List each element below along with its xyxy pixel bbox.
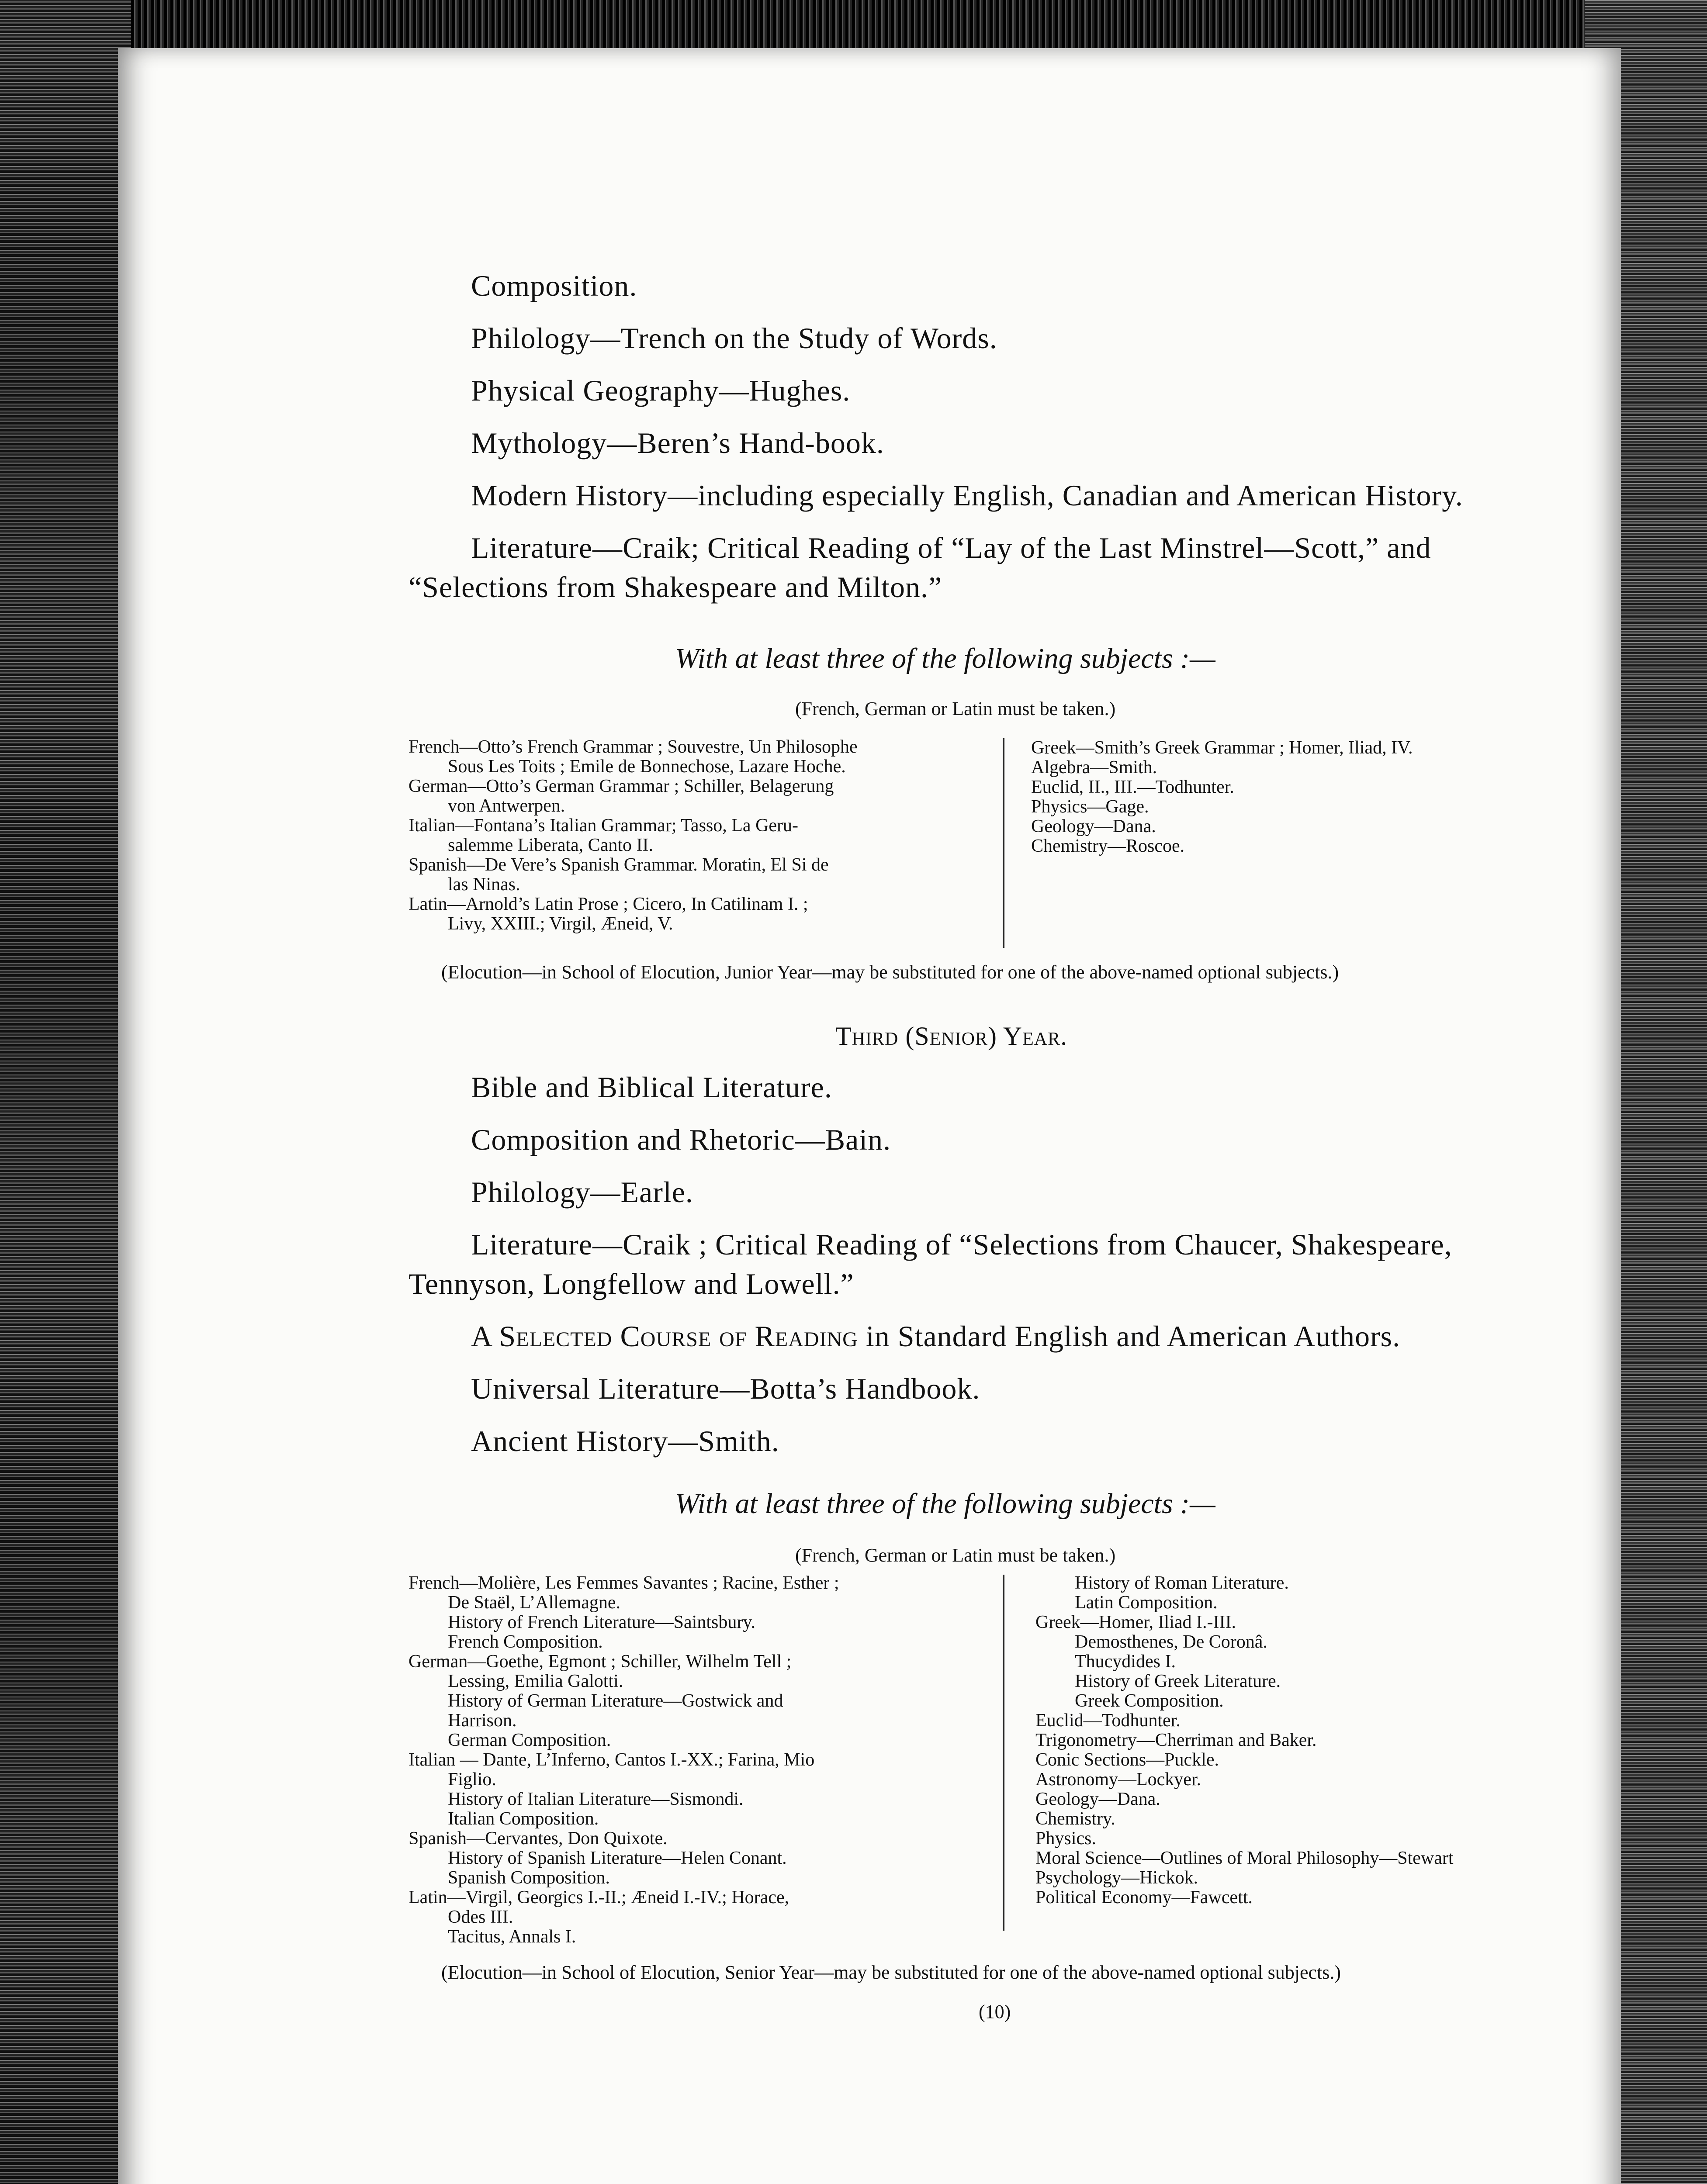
list-item: Conic Sections—Puckle.: [1035, 1750, 1219, 1770]
list-item: History of German Literature—Gostwick and: [448, 1691, 783, 1711]
subject-line: Universal Literature—Botta’s Handbook.: [471, 1372, 980, 1405]
list-item: Italian—Fontana’s Italian Grammar; Tasso, La Geru-: [409, 816, 799, 836]
page-number: (10): [979, 2001, 1011, 2022]
subject-line: Ancient History—Smith.: [471, 1424, 779, 1458]
list-item: De Staël, L’Allemagne.: [448, 1593, 621, 1613]
list-item: las Ninas.: [448, 874, 520, 895]
subject-line: Mythology—Beren’s Hand-book.: [471, 426, 884, 460]
list-item: Livy, XXIII.; Virgil, Æneid, V.: [448, 914, 673, 934]
section-heading: Third (Senior) Year.: [835, 1022, 1068, 1051]
list-item: Italian Composition.: [448, 1809, 599, 1829]
list-item: French Composition.: [448, 1632, 603, 1652]
list-item: Harrison.: [448, 1711, 517, 1731]
list-item: Geology—Dana.: [1035, 1789, 1160, 1809]
subject-line: Physical Geography—Hughes.: [471, 374, 851, 407]
junior-optional-right: [1031, 738, 1413, 856]
list-item: salemme Liberata, Canto II.: [448, 835, 653, 855]
list-item: Latin Composition.: [1075, 1593, 1218, 1613]
literature-line-cont: “Selections from Shakespeare and Milton.”: [409, 570, 942, 604]
scan-border-left: [0, 0, 131, 2184]
list-item: History of Spanish Literature—Helen Conant.: [448, 1848, 787, 1868]
optional-heading: With at least three of the following subjects :—: [675, 643, 1215, 674]
list-item: Euclid—Todhunter.: [1035, 1711, 1181, 1731]
list-item: Odes III.: [448, 1907, 513, 1927]
subject-line: Philology—Trench on the Study of Words.: [471, 321, 997, 355]
list-item: Figlio.: [448, 1769, 496, 1790]
subject-line: Modern History—including especially English, Canadian and American History.: [471, 479, 1463, 512]
column-divider: [1003, 1575, 1004, 1931]
optional-note: (French, German or Latin must be taken.): [795, 698, 1116, 719]
optional-heading: With at least three of the following subjects :—: [675, 1488, 1215, 1520]
optional-note: (French, German or Latin must be taken.): [795, 1545, 1116, 1566]
list-item: Spanish Composition.: [448, 1868, 610, 1888]
list-item: Greek—Homer, Iliad I.-III.: [1035, 1612, 1236, 1632]
list-item: Political Economy—Fawcett.: [1035, 1887, 1253, 1908]
list-item: Psychology—Hickok.: [1035, 1868, 1198, 1888]
senior-optional-left: [409, 1573, 839, 1947]
list-item: French—Otto’s French Grammar ; Souvestre, Un Philosophe: [409, 737, 858, 757]
list-item: Spanish—De Vere’s Spanish Grammar. Moratin, El Si de: [409, 855, 829, 875]
list-item: Thucydides I.: [1075, 1652, 1176, 1672]
subject-line: Bible and Biblical Literature.: [471, 1071, 832, 1104]
list-item: Moral Science—Outlines of Moral Philosophy—Stewart: [1035, 1848, 1454, 1868]
list-item: Tacitus, Annals I.: [448, 1927, 576, 1947]
list-item: Chemistry—Roscoe.: [1031, 836, 1185, 856]
list-item: Italian — Dante, L’Inferno, Cantos I.-XX.; Farina, Mio: [409, 1750, 815, 1770]
column-divider: [1003, 738, 1004, 948]
list-item: History of Italian Literature—Sismondi.: [448, 1789, 744, 1809]
list-item: Euclid, II., III.—Todhunter.: [1031, 777, 1234, 797]
subject-line: Composition and Rhetoric—Bain.: [471, 1123, 891, 1156]
subject-line: Composition.: [471, 269, 637, 302]
list-item: Physics—Gage.: [1031, 797, 1149, 817]
list-item: Sous Les Toits ; Emile de Bonnechose, Lazare Hoche.: [448, 757, 846, 777]
senior-optional-right: [1035, 1573, 1454, 1908]
list-item: Algebra—Smith.: [1031, 757, 1157, 778]
list-item: von Antwerpen.: [448, 796, 565, 816]
list-item: German Composition.: [448, 1730, 611, 1750]
literature-line: Literature—Craik ; Critical Reading of “Selections from Chaucer, Shakespeare,: [471, 1228, 1452, 1261]
list-item: History of Roman Literature.: [1075, 1573, 1289, 1593]
list-item: Physics.: [1035, 1828, 1096, 1849]
list-item: History of Greek Literature.: [1075, 1671, 1281, 1691]
reading-course-rest: in Standard English and American Authors.: [858, 1320, 1401, 1353]
list-item: Greek Composition.: [1075, 1691, 1224, 1711]
list-item: German—Goethe, Egmont ; Schiller, Wilhelm Tell ;: [409, 1652, 792, 1672]
elocution-note: (Elocution—in School of Elocution, Senior Year—may be substituted for one of the above-named optional subjects.): [441, 1962, 1341, 1983]
list-item: German—Otto’s German Grammar ; Schiller, Belagerung: [409, 776, 834, 796]
elocution-note: (Elocution—in School of Elocution, Junior Year—may be substituted for one of the above-named optional subjects.): [441, 961, 1339, 983]
literature-line-cont: Tennyson, Longfellow and Lowell.”: [409, 1267, 854, 1300]
list-item: Latin—Virgil, Georgics I.-II.; Æneid I.-IV.; Horace,: [409, 1887, 789, 1908]
list-item: Lessing, Emilia Galotti.: [448, 1671, 623, 1691]
list-item: History of French Literature—Saintsbury.: [448, 1612, 756, 1632]
reading-course-line: [471, 1319, 1400, 1354]
list-item: Chemistry.: [1035, 1809, 1115, 1829]
list-item: Greek—Smith’s Greek Grammar ; Homer, Iliad, IV.: [1031, 738, 1413, 758]
list-item: French—Molière, Les Femmes Savantes ; Racine, Esther ;: [409, 1573, 839, 1593]
junior-optional-left: [409, 737, 858, 934]
list-item: Astronomy—Lockyer.: [1035, 1769, 1201, 1790]
list-item: Spanish—Cervantes, Don Quixote.: [409, 1828, 668, 1849]
subject-line: Philology—Earle.: [471, 1175, 693, 1209]
literature-line: Literature—Craik; Critical Reading of “Lay of the Last Minstrel—Scott,” and: [471, 531, 1431, 564]
list-item: Geology—Dana.: [1031, 816, 1156, 836]
reading-course-title: A Selected Course of Reading: [471, 1320, 858, 1353]
list-item: Demosthenes, De Coronâ.: [1075, 1632, 1267, 1652]
list-item: Trigonometry—Cherriman and Baker.: [1035, 1730, 1317, 1750]
list-item: Latin—Arnold’s Latin Prose ; Cicero, In Catilinam I. ;: [409, 894, 808, 914]
